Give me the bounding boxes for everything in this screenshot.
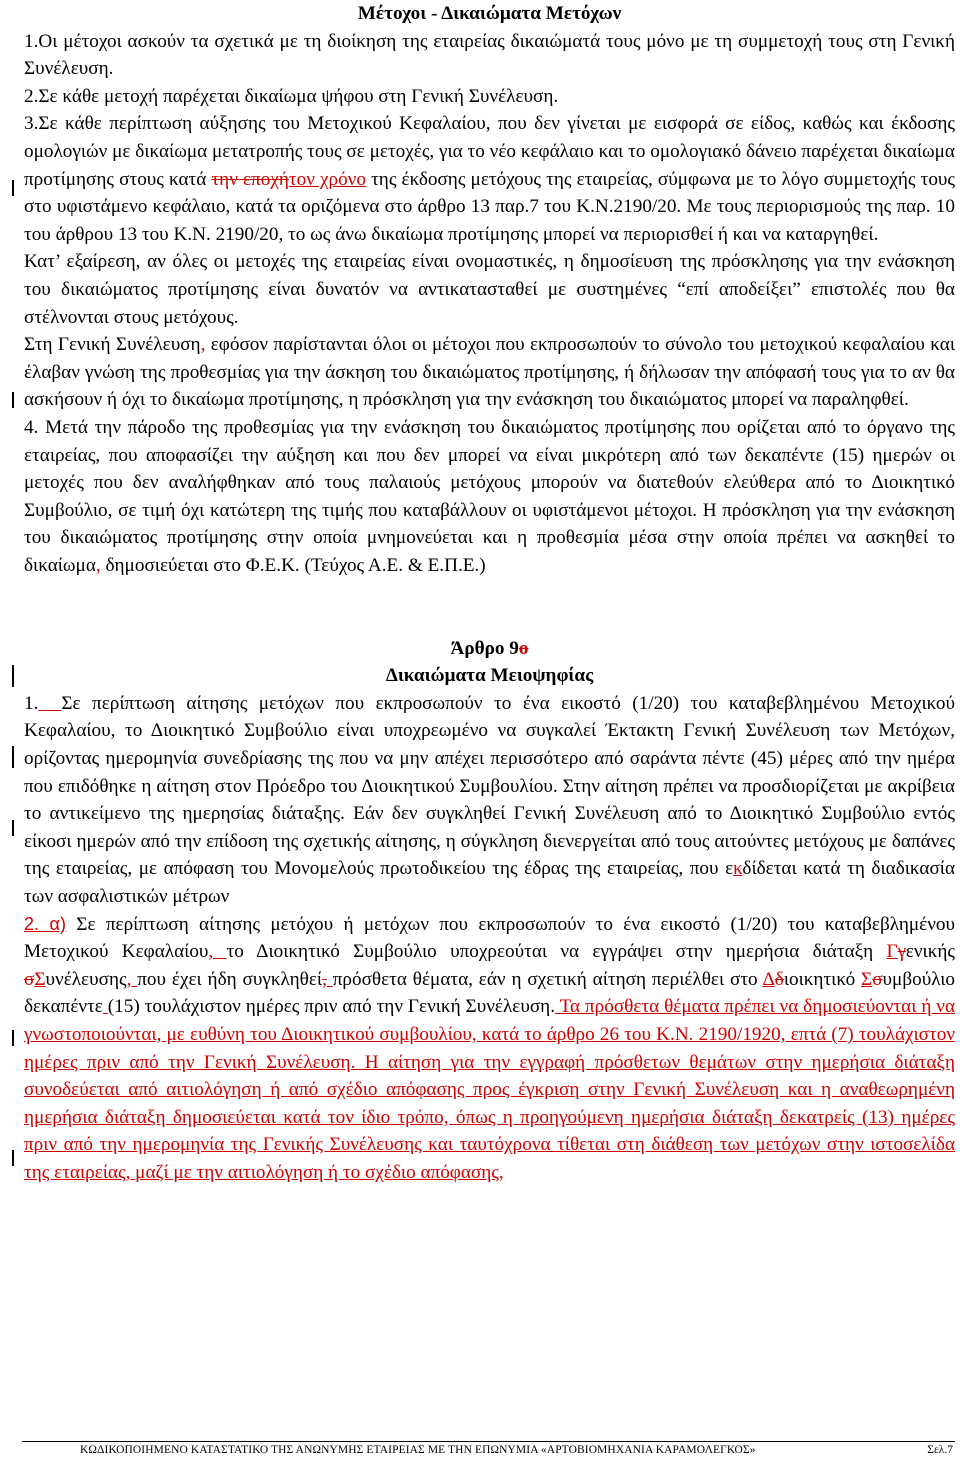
deleted-text: την εποχή [211, 168, 289, 190]
paragraph-1: 1.Οι μέτοχοι ασκούν τα σχετικά με τη διοίκηση της εταιρείας δικαιώματά τους μόνο με τη συμμετοχή τους στη Γενική Συνέλευση. [24, 30, 955, 80]
page-footer [22, 1442, 955, 1459]
revision-bar [12, 820, 14, 836]
item-number: 2. α) [24, 913, 66, 934]
revision-bar [12, 665, 14, 687]
inserted-text: , [95, 554, 101, 576]
page-number: Σελ.7 [927, 1444, 953, 1456]
paragraph-2: 2.Σε κάθε μετοχή παρέχεται δικαίωμα ψήφου στη Γενική Συνέλευση. [24, 85, 559, 107]
inserted-text: κ [733, 858, 743, 880]
revision-bar [12, 180, 14, 196]
paragraph-4: Κατ’ εξαίρεση, αν όλες οι μετοχές της εταιρείας είναι ονομαστικές, η δημοσίευση της πρόσκλησης για την ενάσκηση του δικαιώματος προτίμησης είναι δυνατόν να αντικατασταθεί με συστημένες “επί αποδείξει” επιστολές που θα στέλνονται στους μετόχους. [24, 251, 955, 328]
section-title: Μέτοχοι - Δικαιώματα Μετόχων [357, 3, 622, 24]
paragraph-7: 1. Σε περίπτωση αίτησης μετόχων που εκπροσωπούν το ένα εικοστό (1/20) του καταβεβλημένου Μετοχικού Κεφαλαίου, το Διοικητικό Συμβούλιο είναι υποχρεωμένο να συγκαλεί Έκτακτη Γενική Συνέλευση των Μετόχων, ορίζοντας ημερομηνία συνεδρίασης της που να μην απέχει περισσότερο από σαράντα πέντε (45) μέρες από την ημέρα που επιδόθηκε η αίτηση στον Πρόεδρο του Διοικητικού Συμβουλίου. Στην αίτηση πρέπει να προσδιορίζεται με ακρίβεια το αντικείμενο της ημερησίας διάταξης. Εάν δεν συγκληθεί Γενική Συνέλευση από το Διοικητικό Συμβούλιο εντός είκοσι ημερών από την επίδοση της σχετικής αίτησης, η σύγκληση διενεργείται από τους αιτούντες μετόχους με δαπάνες της εταιρείας, με απόφαση του Μονομελούς πρωτοδικείου της έδρας της εταιρείας, που εκδίδεται κατά τη διαδικασία των ασφαλιστικών μέτρων [24, 692, 956, 907]
revision-bar [12, 1030, 14, 1046]
footer-title: ΚΩΔΙΚΟΠΟΙΗΜΕΝΟ ΚΑΤΑΣΤΑΤΙΚΟ ΤΗΣ ΑΝΩΝΥΜΗΣ ΕΤΑΙΡΕΙΑΣ ΜΕ ΤΗΝ ΕΠΩΝΥΜΙΑ «ΑΡΤΟΒΙΟΜΗΧΑΝΙΑ ΚΑΡΑΜΟΛΕΓΚΟΣ» [80, 1444, 756, 1456]
deleted-text: ο [518, 637, 529, 659]
article-title: Άρθρο 9ο [450, 637, 529, 659]
revision-bar [12, 392, 14, 408]
inserted-text: τον χρόνο [288, 168, 366, 190]
inserted-text [38, 693, 61, 714]
article-subtitle: Δικαιώματα Μειοψηφίας [385, 665, 594, 687]
paragraph-8: 2. α) Σε περίπτωση αίτησης μετόχου ή μετόχων που εκπροσωπούν το ένα εικοστό (1/20) του καταβεβλημένου Μετοχικού Κεφαλαίου, το Διοικητικό Συμβούλιο υποχρεούται να εγγράψει στην ημερήσια διάταξη Γγενικής σΣυνέλευσης, που έχει ήδη συγκληθεί, πρόσθετα θέματα, εάν η σχετική αίτηση περιέλθει στο Δδιοικητικό Σσυμβούλιο δεκαπέντε (15) τουλάχιστον ημέρες πριν από την Γενική Συνέλευση. Τα πρόσθετα θέματα πρέπει να δημοσιεύονται ή να γνωστοποιούνται, με ευθύνη του Διοικητικού συμβουλίου, κατά το άρθρο 26 του Κ.Ν. 2190/1920, επτά (7) τουλάχιστον ημέρες πριν από την Γενική Συνέλευση. Η αίτηση για την εγγραφή πρόσθετων θεμάτων στην ημερήσια διάταξη συνοδεύεται από αιτιολόγηση ή από σχέδιο απόφασης προς έγκριση στην Γενική Συνέλευση και η αναθεωρημένη ημερήσια διάταξη δημοσιεύεται κατά τον ίδιο τρόπο, όπως η προηγούμενη ημερήσια διάταξη δεκατρείς (13) ημέρες πριν από την ημερομηνία της Γενικής Συνέλευσης και ταυτόχρονα τίθεται στη διάθεση των μετόχων στην ιστοσελίδα της εταιρείας, μαζί με την αιτιολόγηση ή το σχέδιο απόφασης, [24, 913, 956, 1183]
revision-bar [12, 1150, 14, 1166]
inserted-paragraph-text: Τα πρόσθετα θέματα πρέπει να δημοσιεύονται ή να γνωστοποιούνται, με ευθύνη του Διοικητικού συμβουλίου, κατά το άρθρο 26 του Κ.Ν. 2190/1920, επτά (7) τουλάχιστον ημέρες πριν από την Γενική Συνέλευση. Η αίτηση για την εγγραφή πρόσθετων θεμάτων στην ημερήσια διάταξη συνοδεύεται από αιτιολόγηση ή από σχέδιο απόφασης προς έγκριση στην Γενική Συνέλευση και η αναθεωρημένη ημερήσια διάταξη δημοσιεύεται κατά τον ίδιο τρόπο, όπως η προηγούμενη ημερήσια διάταξη δεκατρείς (13) ημέρες πριν από την ημερομηνία της Γενικής Συνέλευσης και ταυτόχρονα τίθεται στη διάθεση των μετόχων στην ιστοσελίδα της εταιρείας, μαζί με την αιτιολόγηση ή το σχέδιο απόφασης, [24, 996, 956, 1183]
inserted-text: , [200, 334, 206, 356]
paragraph-3: 3.Σε κάθε περίπτωση αύξησης του Μετοχικού Κεφαλαίου, που δεν γίνεται με εισφορά σε είδος, καθώς και έκδοσης ομολογιών με δικαίωμα μετατροπής τους σε μετοχές, για το νέο κεφάλαιο και το ομολογιακό δάνειο παρέχεται δικαίωμα προτίμησης στους κατά την εποχήτον χρόνο της έκδοσης μετόχους της εταιρείας, σύμφωνα με το λόγο συμμετοχής τους στο υφιστάμενο κεφάλαιο, κατά τα οριζόμενα στο άρθρο 13 παρ.7 του Κ.Ν.2190/20. Με τους περιορισμούς της παρ. 10 του άρθρου 13 του Κ.Ν. 2190/20, το ως άνω δικαίωμα προτίμησης μπορεί να περιορισθεί ή και να καταργηθεί. [24, 113, 956, 245]
paragraph-5: Στη Γενική Συνέλευση, εφόσον παρίστανται όλοι οι μέτοχοι που εκπροσωπούν το σύνολο του μετοχικού κεφαλαίου και έλαβαν γνώση της προθεσμίας για την άσκηση του δικαιώματος προτίμησης, ή δήλωσαν την απόφασή τους για το αν θα ασκήσουν ή όχι το δικαίωμα προτίμησης, η πρόσκληση για την ενάσκηση του δικαιώματος μπορεί να παραληφθεί. [24, 334, 955, 411]
revision-bar [12, 746, 14, 768]
document-page [24, 0, 955, 1187]
paragraph-6: 4. Μετά την πάροδο της προθεσμίας για την ενάσκηση του δικαιώματος προτίμησης που ορίζεται από το όργανο της εταιρείας, που αποφασίζει την αύξηση και που δεν μπορεί να είναι μικρότερη από των δεκαπέντε (15) ημερών οι μετοχές που δεν αναλήφθηκαν από τους παλαιούς μετόχους μπορούν να διατεθούν ελεύθερα από το Διοικητικό Συμβούλιο, σε τιμή όχι κατώτερη της τιμής που καταβάλλουν οι υφιστάμενοι μέτοχοι. Η πρόσκληση για την ενάσκηση του δικαιώματος προτίμησης στην οποία μνημονεύεται και η προθεσμία μέσα στην οποία πρέπει να ασκηθεί το δικαίωμα, δημοσιεύεται στο Φ.Ε.Κ. (Τεύχος Α.Ε. & Ε.Π.Ε.) [24, 416, 955, 576]
